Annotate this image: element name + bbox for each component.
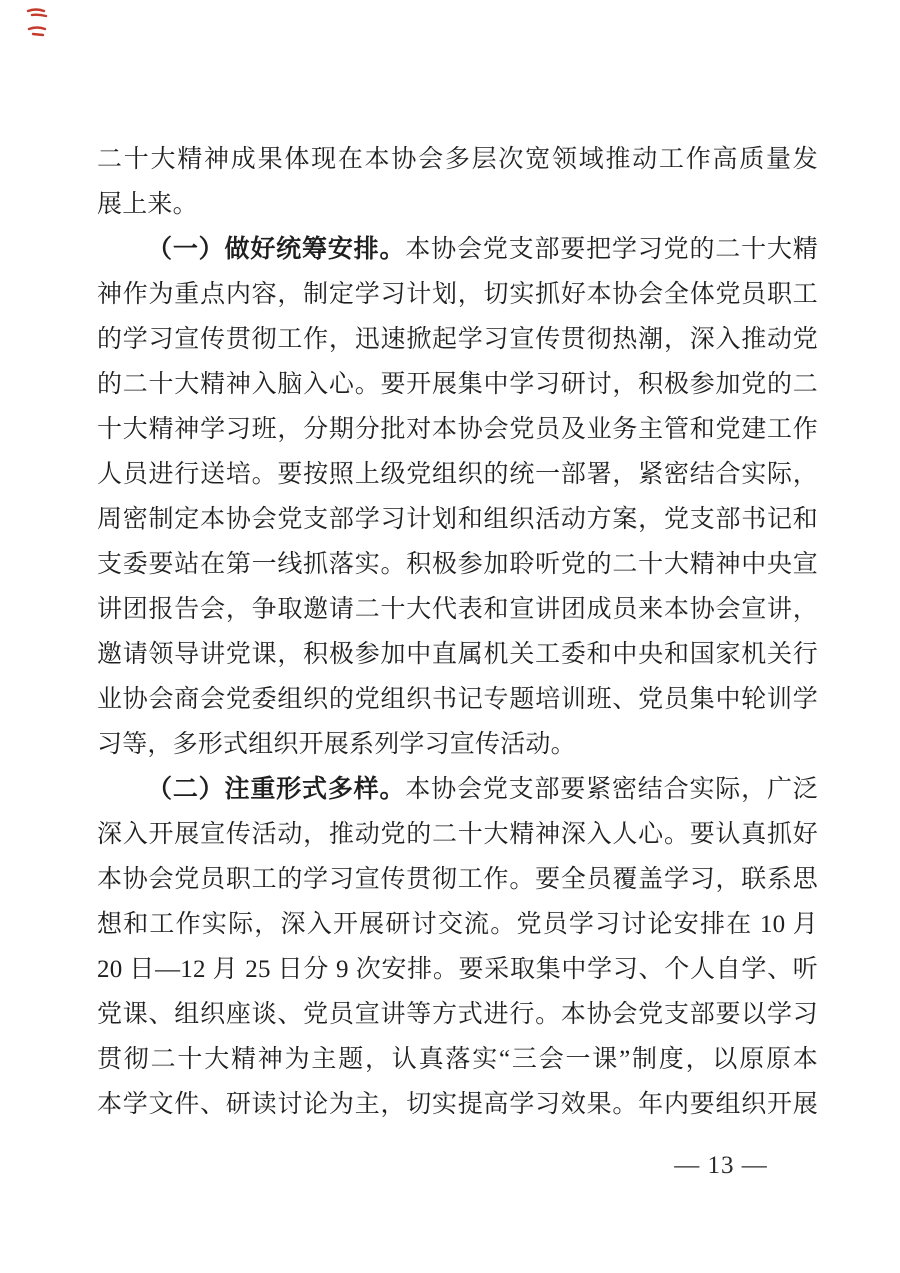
paragraph-section-one xyxy=(97,227,818,767)
line-text: 的二十大精神入脑入心。要开展集中学习研讨，积极参加党的二 xyxy=(97,371,818,398)
paragraph-intro-continuation xyxy=(97,137,818,227)
text-line xyxy=(97,542,818,587)
text-line xyxy=(97,137,818,182)
line-text: 深入开展宣传活动，推动党的二十大精神深入人心。要认真抓好 xyxy=(97,821,818,848)
text-line xyxy=(97,992,818,1037)
text-line xyxy=(97,722,818,767)
text-line xyxy=(97,1082,818,1127)
page-number: — 13 — xyxy=(674,1152,768,1179)
section-heading: （一）做好统筹安排。 xyxy=(147,236,406,263)
text-line xyxy=(97,272,818,317)
text-line xyxy=(97,317,818,362)
text-line xyxy=(97,1037,818,1082)
text-line xyxy=(97,632,818,677)
line-text: 二十大精神成果体现在本协会多层次宽领域推动工作高质量发 xyxy=(97,146,818,173)
text-line xyxy=(97,857,818,902)
text-line xyxy=(97,407,818,452)
section-heading: （二）注重形式多样。 xyxy=(147,776,406,803)
line-text: 习等，多形式组织开展系列学习宣传活动。 xyxy=(97,731,576,758)
line-text: 的学习宣传贯彻工作，迅速掀起学习宣传贯彻热潮，深入推动党 xyxy=(97,326,818,353)
red-ink-mark xyxy=(24,5,64,45)
paragraph-section-two xyxy=(97,767,818,1127)
line-text: 神作为重点内容，制定学习计划，切实抓好本协会全体党员职工 xyxy=(97,281,818,308)
text-line xyxy=(97,767,818,812)
line-text: 讲团报告会，争取邀请二十大代表和宣讲团成员来本协会宣讲， xyxy=(97,596,818,623)
text-line xyxy=(97,812,818,857)
text-line xyxy=(97,947,818,992)
line-text: 十大精神学习班，分期分批对本协会党员及业务主管和党建工作 xyxy=(97,416,818,443)
text-line xyxy=(97,902,818,947)
text-line xyxy=(97,452,818,497)
line-text: 本协会党支部要把学习党的二十大精 xyxy=(405,236,818,263)
line-text: 本学文件、研读讨论为主，切实提高学习效果。年内要组织开展 xyxy=(97,1091,818,1118)
line-text: 人员进行送培。要按照上级党组织的统一部署，紧密结合实际， xyxy=(97,461,818,488)
line-text: 贯彻二十大精神为主题，认真落实“三会一课”制度，以原原本 xyxy=(97,1046,818,1073)
line-text: 展上来。 xyxy=(97,191,198,218)
text-line xyxy=(97,497,818,542)
line-text: 党课、组织座谈、党员宣讲等方式进行。本协会党支部要以学习 xyxy=(97,1001,818,1028)
text-line xyxy=(97,227,818,272)
line-text: 20 日—12 月 25 日分 9 次安排。要采取集中学习、个人自学、听 xyxy=(97,956,818,983)
line-text: 本协会党支部要紧密结合实际，广泛 xyxy=(405,776,818,803)
line-text: 支委要站在第一线抓落实。积极参加聆听党的二十大精神中央宣 xyxy=(97,551,818,578)
line-text: 邀请领导讲党课，积极参加中直属机关工委和中央和国家机关行 xyxy=(97,641,818,668)
line-text: 本协会党员职工的学习宣传贯彻工作。要全员覆盖学习，联系思 xyxy=(97,866,818,893)
line-text: 周密制定本协会党支部学习计划和组织活动方案，党支部书记和 xyxy=(97,506,818,533)
line-text: 业协会商会党委组织的党组织书记专题培训班、党员集中轮训学 xyxy=(97,686,818,713)
text-line xyxy=(97,677,818,722)
text-line xyxy=(97,587,818,632)
document-text-block xyxy=(97,137,818,1127)
line-text: 想和工作实际，深入开展研讨交流。党员学习讨论安排在 10 月 xyxy=(97,911,818,938)
text-line xyxy=(97,362,818,407)
text-line xyxy=(97,182,818,227)
